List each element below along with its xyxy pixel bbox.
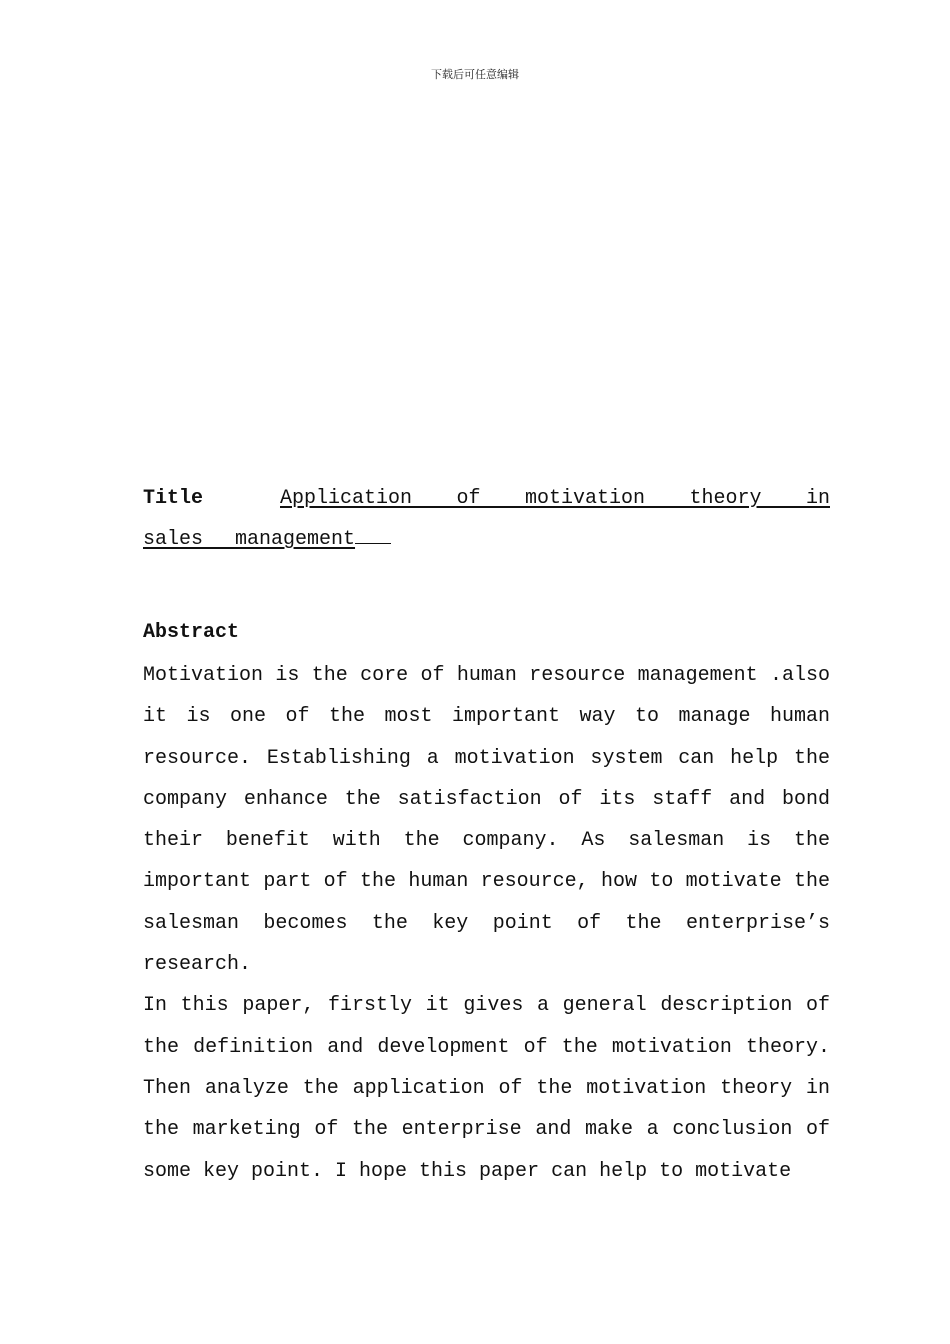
- title-block: [143, 478, 830, 560]
- title-label: Title: [143, 487, 204, 510]
- abstract-paragraph-1: Motivation is the core of human resource management .also it is one of the most important way to manage human resource. Establishing a motivation system can help the company enhance the satisfaction of its staff and bond their benefit with the company. As salesman is the important part of the human resource, how to motivate the salesman becomes the key point of the enterprise’s research.: [143, 664, 830, 977]
- page-header-note: 下载后可任意编辑: [431, 68, 519, 81]
- abstract-heading: Abstract: [143, 621, 240, 644]
- title-underline-tail: [355, 525, 391, 544]
- document-body: [143, 478, 830, 1192]
- title-text: Application of motivation theory in sales management: [143, 487, 830, 551]
- abstract-paragraph-2: In this paper, firstly it gives a general description of the definition and development of the motivation theory. Then analyze the application of the motivation theory in the marketing of the enterprise and make a conclusion of some key point. I hope this paper can help to motivate: [143, 994, 830, 1183]
